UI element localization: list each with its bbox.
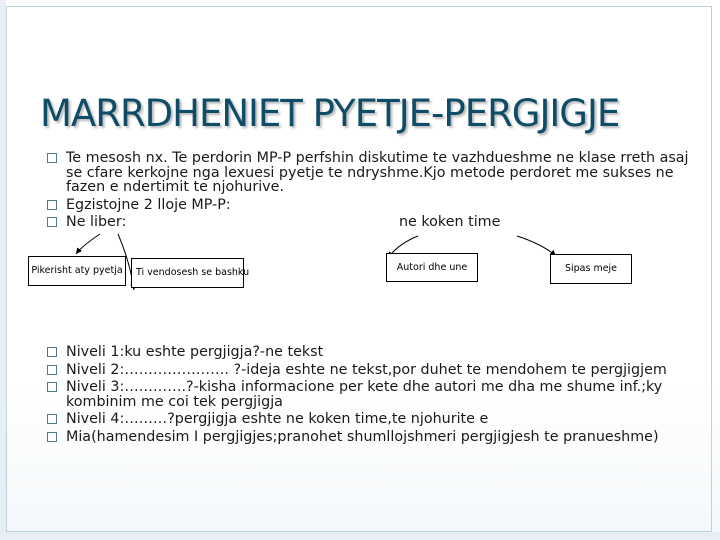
bullet-square-icon xyxy=(47,347,57,357)
box-label: Autori dhe une xyxy=(396,261,468,273)
bullet-item xyxy=(47,215,697,230)
bullet-item xyxy=(47,345,697,360)
bullet-square-icon xyxy=(47,200,57,210)
bullet-item xyxy=(47,430,697,445)
bottom-bullet-list xyxy=(47,345,697,444)
bullet-text: Ne liber: xyxy=(66,214,127,230)
box-autori-dhe-une xyxy=(386,253,478,282)
bullet-square-icon xyxy=(47,153,57,163)
top-bullet-list xyxy=(47,151,697,230)
bullet-square-icon xyxy=(47,365,57,375)
bullet-square-icon xyxy=(47,217,57,227)
bullet-item xyxy=(47,380,697,409)
bottom-decoration-strip xyxy=(0,532,720,540)
box-ti-vendosesh-se-bashku xyxy=(131,258,250,288)
box-sipas-meje xyxy=(550,254,632,284)
bullet-text: Egzistojne 2 lloje MP-P: xyxy=(66,196,231,213)
bullet-item xyxy=(47,363,697,378)
box-label: Pikerisht aty pyetja xyxy=(31,265,123,276)
slide-title: MARRDHENIET PYETJE-PERGJIGJE xyxy=(40,92,620,135)
right-category-label: ne koken time xyxy=(399,214,501,230)
bullet-item xyxy=(47,198,697,213)
bullet-text: Niveli 1:ku eshte pergjigja?-ne tekst xyxy=(66,344,324,360)
bullet-text: Te mesosh nx. Te perdorin MP-P perfshin diskutime te vazhdueshme ne klase rreth asaj se cfare kerkojne nga lexuesi pyetje te ndryshme.Kjo metode perdoret me sukses ne fazen e ndertimit te njohurive. xyxy=(66,150,689,195)
bullet-text: Niveli 2:…………………. ?-ideja eshte ne tekst,por duhet te mendohem te pergjigjem xyxy=(66,361,667,378)
box-pikerisht-aty-pyetja xyxy=(28,256,126,286)
bullet-square-icon xyxy=(47,382,57,392)
bullet-text: Niveli 3:………….?-kisha informacione per kete dhe autori me dha me shume inf.;ky kombinim me coi tek pergjigja xyxy=(66,379,663,410)
box-label: Ti vendosesh se bashku xyxy=(136,267,250,278)
bullet-square-icon xyxy=(47,432,57,442)
bullet-square-icon xyxy=(47,414,57,424)
box-label: Sipas meje xyxy=(564,263,618,274)
bullet-text: Niveli 4:………?pergjigja eshte ne koken time,te njohurite e xyxy=(66,411,489,427)
bullet-item xyxy=(47,412,697,427)
bullet-item xyxy=(47,151,697,195)
bullet-text: Mia(hamendesim I pergjigjes;pranohet shumllojshmeri pergjigjesh te pranueshme) xyxy=(66,428,659,445)
